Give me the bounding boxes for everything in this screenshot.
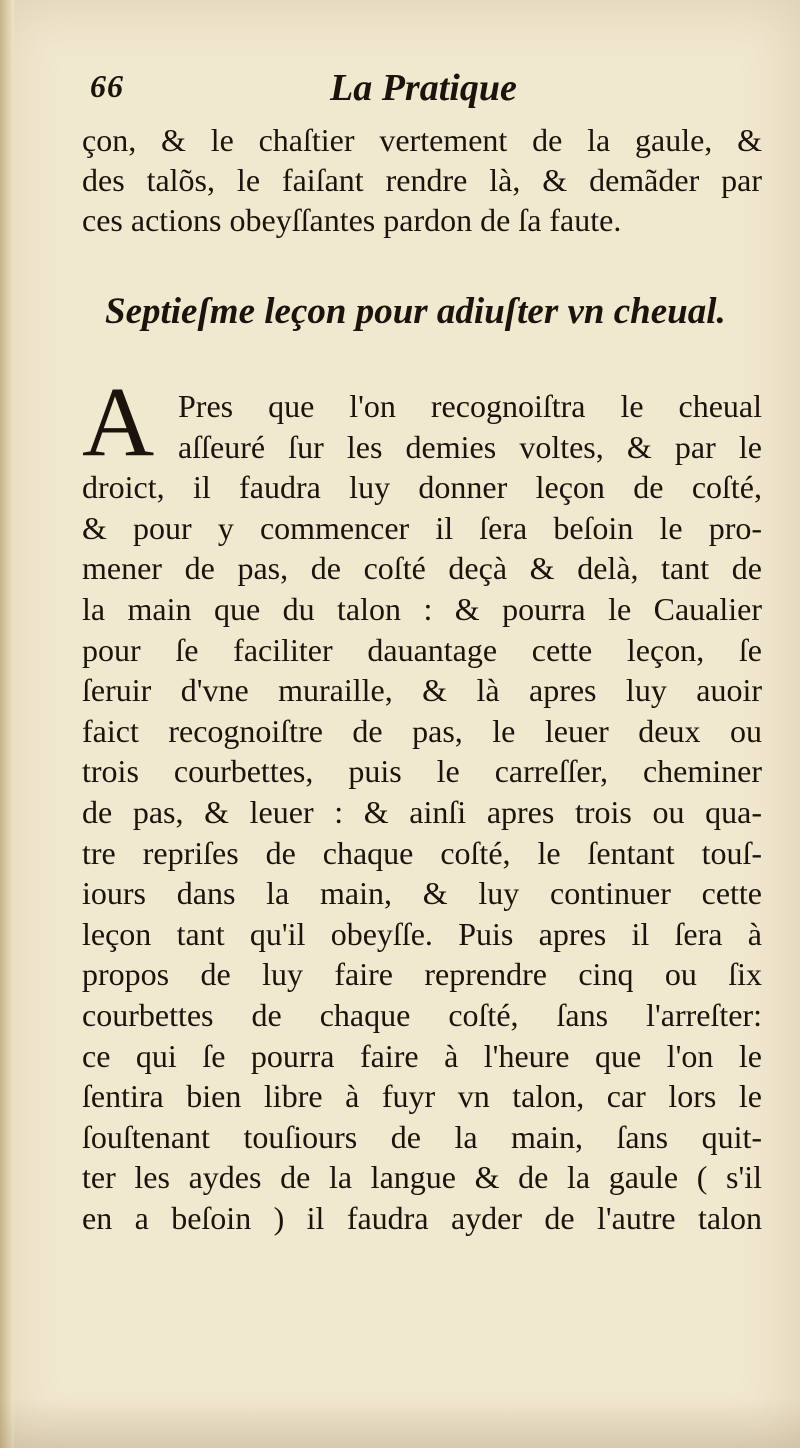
- text-line: ſouſtenant touſiours de la main, ſans quit-: [82, 1118, 762, 1155]
- text-line: pour ſe faciliter dauantage cette leçon, ſe: [82, 631, 762, 668]
- page-bottom-shadow: [0, 1398, 800, 1448]
- section-heading: Septieſme leçon pour adiuſter vn cheual.: [105, 291, 726, 332]
- paragraph-continuation: [82, 120, 762, 240]
- text-line: tre repriſes de chaque coſté, le ſentant touſ-: [82, 834, 762, 871]
- paragraph-body: [82, 386, 762, 1238]
- text-line: ſentira bien libre à fuyr vn talon, car lors le: [82, 1078, 762, 1115]
- text-line: mener de pas, de coſté deçà & delà, tant de: [82, 550, 762, 587]
- text-line: ter les aydes de la langue & de la gaule ( s'il: [82, 1159, 762, 1196]
- text-line: ces actions obeyſſantes pardon de ſa faute.: [82, 202, 622, 238]
- text-line: de pas, & leuer : & ainſi apres trois ou qua-: [82, 793, 762, 830]
- text-line: trois courbettes, puis le carreſſer, cheminer: [82, 753, 762, 790]
- text-line: en a beſoin ) il faudra ayder de l'autre talon: [82, 1199, 762, 1236]
- page-number: 66: [90, 68, 124, 104]
- text-line: ce qui ſe pourra faire à l'heure que l'on le: [82, 1037, 762, 1074]
- text-line: ſeruir d'vne muraille, & là apres luy auoir: [82, 672, 762, 709]
- text-line: Pres que l'on recognoiſtra le cheual: [178, 388, 762, 424]
- text-line: la main que du talon : & pourra le Caualier: [82, 590, 762, 627]
- text-line: iours dans la main, & luy continuer cette: [82, 875, 762, 912]
- text-line: propos de luy faire reprendre cinq ou ſix: [82, 956, 762, 993]
- page-header: [90, 60, 750, 116]
- page-gutter: [0, 0, 14, 1448]
- running-head: La Pratique: [330, 67, 517, 109]
- text-line: faict recognoiſtre de pas, le leuer deux ou: [82, 712, 762, 749]
- text-line: courbettes de chaque coſté, ſans l'arreſter:: [82, 996, 762, 1033]
- text-line: droict, il faudra luy donner leçon de coſté,: [82, 469, 762, 506]
- text-line: leçon tant qu'il obeyſſe. Puis apres il ſera à: [82, 915, 762, 952]
- text-line: aſſeuré ſur les demies voltes, & par le: [178, 428, 762, 465]
- text-line: des talõs, le faiſant rendre là, & demãder par: [82, 162, 762, 198]
- text-line: çon, & le chaſtier vertement de la gaule, &: [82, 122, 762, 158]
- text-line: & pour y commencer il ſera beſoin le pro-: [82, 509, 762, 546]
- drop-cap: A: [82, 366, 155, 477]
